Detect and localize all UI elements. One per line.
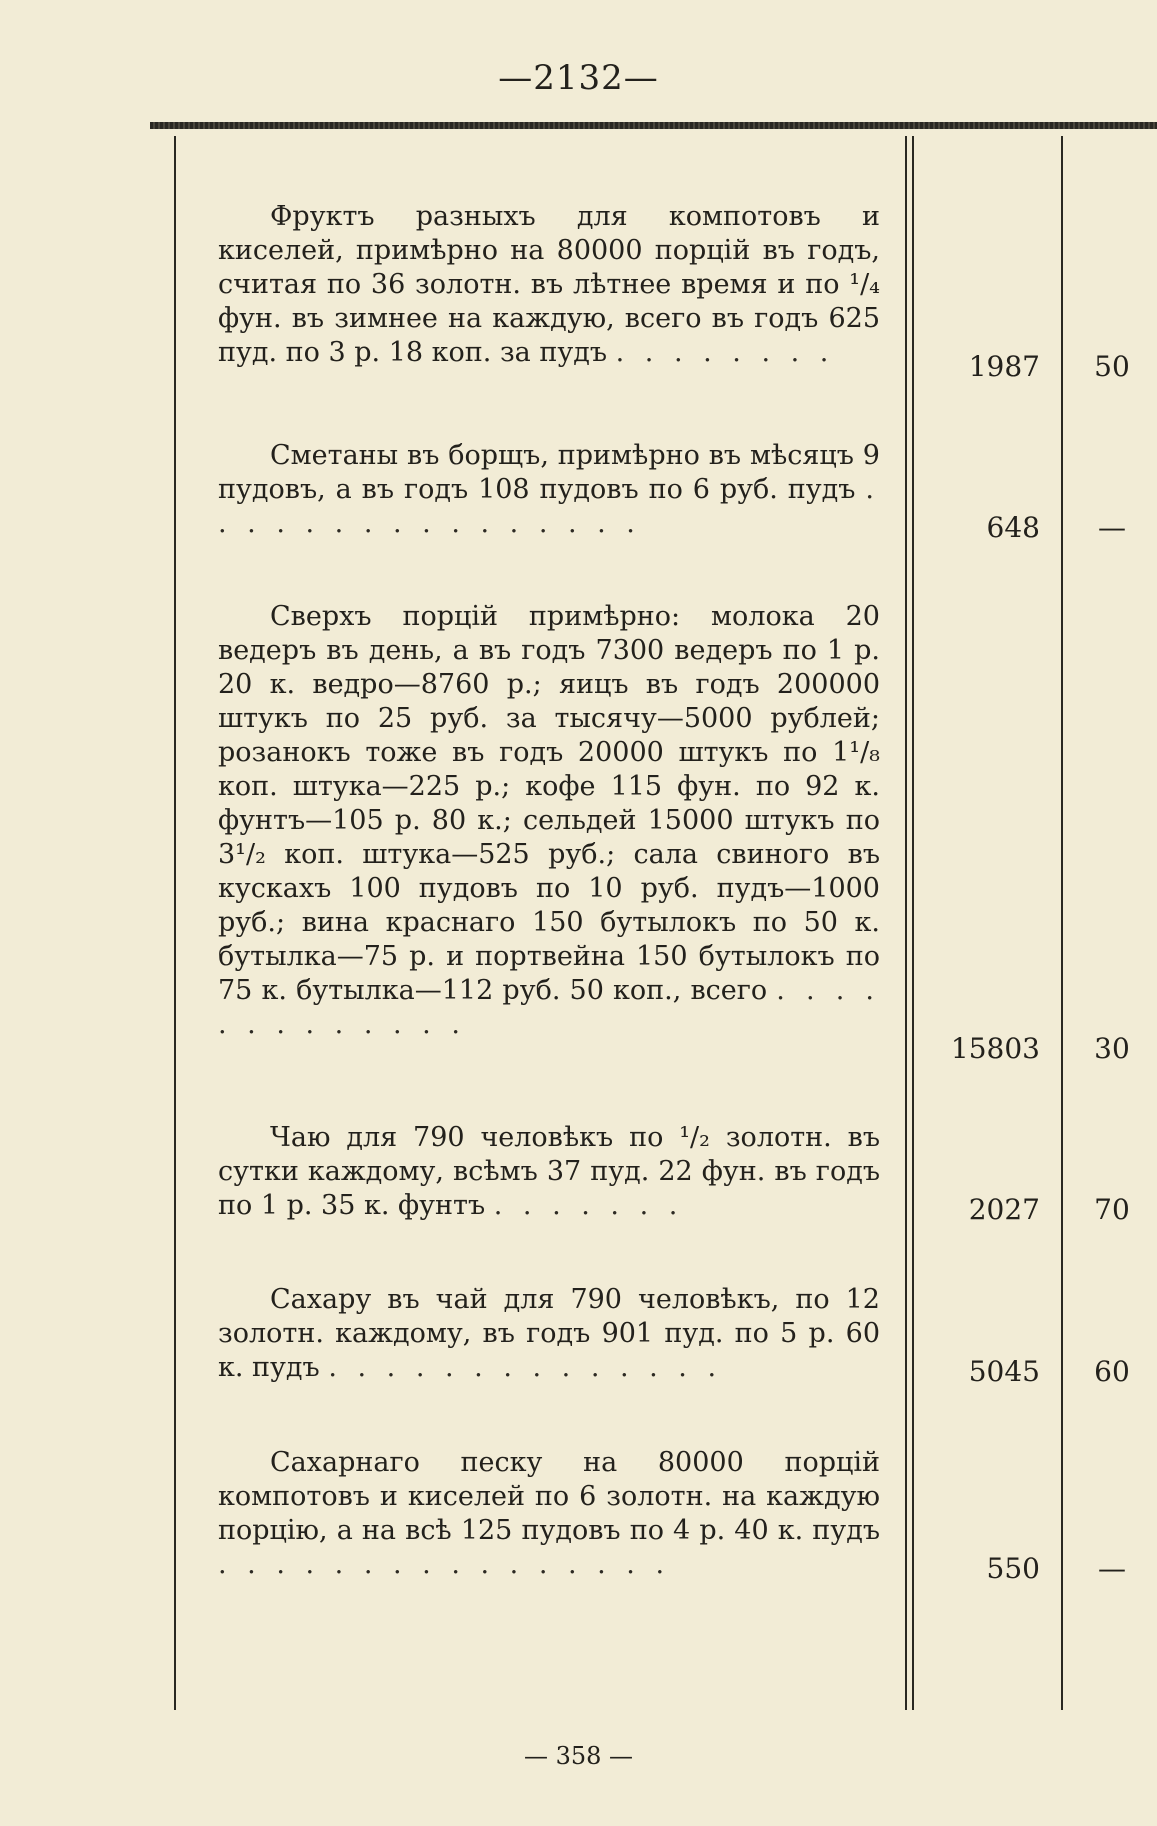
amount-kopecks: 50	[1094, 350, 1130, 383]
amount-column-rule-inner	[912, 136, 914, 1710]
page-number-bottom: — 358 —	[523, 1742, 634, 1770]
entry-text: Сахарнаго песку на 80000 порцій компотовъ и киселей по 6 золотн. на каждую порцію, а на всѣ 125 пудовъ по 4 р. 40 к. пудъ . . . . . . . . . . . . . . . .	[218, 1447, 880, 1580]
dot-leader: . . . . . . . . . . . . . . . .	[218, 474, 880, 539]
dot-leader: . . . . . . . . . . . . . .	[328, 1352, 723, 1383]
show-through-text	[930, 220, 1150, 1640]
left-margin-rule	[174, 136, 176, 1710]
amount-rubles: 1987	[968, 350, 1040, 383]
entry-text: Чаю для 790 человѣкъ по ¹/₂ золотн. въ сутки каждому, всѣмъ 37 пуд. 22 фун. въ годъ по 1 р. 35 к. фунтъ . . . . . . .	[218, 1122, 880, 1221]
ledger-entry	[218, 600, 880, 1042]
dot-leader: . . . . . . . . . . . . . . . .	[218, 1549, 671, 1580]
ledger-entry	[218, 200, 880, 370]
ledger-entry	[218, 1446, 880, 1582]
kopecks-column-rule	[1061, 136, 1063, 1710]
amount-rubles: 550	[986, 1552, 1040, 1585]
amount-kopecks: 60	[1094, 1355, 1130, 1388]
amount-kopecks: 30	[1094, 1032, 1130, 1065]
amount-kopecks: —	[1098, 511, 1126, 544]
dot-leader: . . . . . . . . . . . . .	[218, 975, 880, 1040]
dot-leader: . . . . . . . .	[615, 337, 835, 368]
ledger-entry	[218, 1283, 880, 1385]
amount-kopecks: —	[1098, 1552, 1126, 1585]
amount-rubles: 648	[986, 511, 1040, 544]
page-number-top: —2132—	[498, 58, 659, 98]
entry-text: Сахару въ чай для 790 человѣкъ, по 12 золотн. каждому, въ годъ 901 пуд. по 5 р. 60 к. пудъ . . . . . . . . . . . . . .	[218, 1284, 880, 1383]
header-rule	[150, 122, 1157, 129]
amount-column-rule	[905, 136, 907, 1710]
ledger-entry	[218, 1121, 880, 1223]
amount-rubles: 5045	[968, 1355, 1040, 1388]
entry-text: Сметаны въ борщъ, примѣрно въ мѣсяцъ 9 пудовъ, а въ годъ 108 пудовъ по 6 руб. пудъ . . . . . . . . . . . . . . . .	[218, 440, 880, 539]
amount-rubles: 15803	[950, 1032, 1040, 1065]
dot-leader: . . . . . . .	[493, 1190, 684, 1221]
amount-kopecks: 70	[1094, 1193, 1130, 1226]
entry-text: Фруктъ разныхъ для компотовъ и киселей, примѣрно на 80000 порцій въ годъ, считая по 36 золотн. въ лѣтнее время и по ¹/₄ фун. въ зимнее на каждую, всего въ годъ 625 пуд. по 3 р. 18 коп. за пудъ . . . . . . . .	[218, 201, 880, 368]
entry-text: Сверхъ порцій примѣрно: молока 20 ведеръ въ день, а въ годъ 7300 ведеръ по 1 р. 20 к. ведро—8760 р.; яицъ въ годъ 200000 штукъ по 25 руб. за тысячу—5000 рублей; розанокъ тоже въ годъ 20000 штукъ по 1¹/₈ коп. штука—225 р.; кофе 115 фун. по 92 к. фунтъ—105 р. 80 к.; сельдей 15000 штукъ по 3¹/₂ коп. штука—525 руб.; сала свиного въ кускахъ 100 пудовъ по 10 руб. пудъ—1000 руб.; вина краснаго 150 бутылокъ по 50 к. бутылка—75 р. и портвейна 150 бутылокъ по 75 к. бутылка—112 руб. 50 коп., всего . . . . . . . . . . . . .	[218, 601, 880, 1040]
ledger-entry	[218, 439, 880, 541]
amount-rubles: 2027	[968, 1193, 1040, 1226]
